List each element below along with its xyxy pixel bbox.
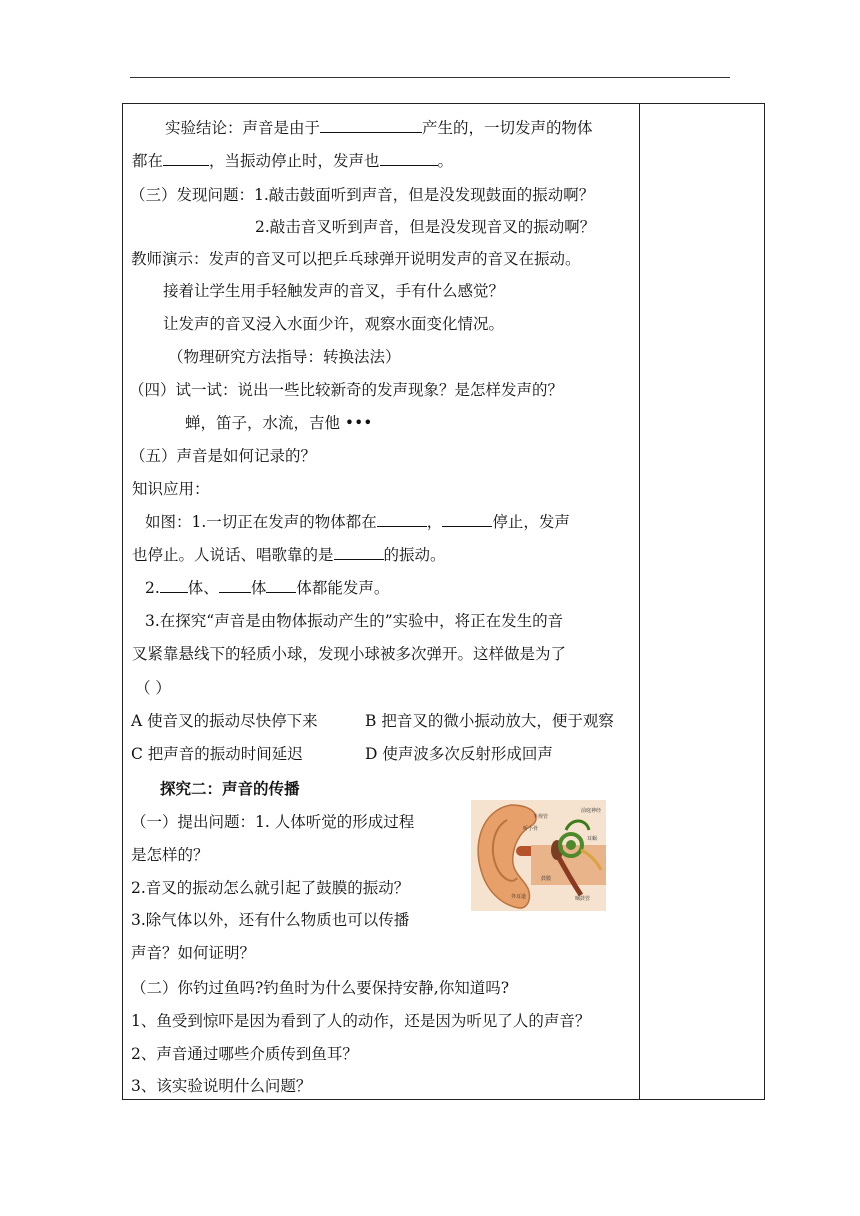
text-line-l19a xyxy=(131,711,318,731)
text-line-l8 xyxy=(168,347,401,367)
svg-text:鼓膜: 鼓膜 xyxy=(541,876,552,882)
ear-diagram-icon xyxy=(471,800,606,911)
text-line-l9 xyxy=(129,380,563,400)
text-segment: 停止，发声 xyxy=(492,513,570,531)
svg-text:半规管: 半规管 xyxy=(533,814,549,820)
text-segment: 蝉，笛子，水流，吉他 ••• xyxy=(185,414,373,432)
text-line-l26 xyxy=(131,943,255,963)
svg-text:外耳道: 外耳道 xyxy=(511,894,527,900)
text-line-l27 xyxy=(131,978,509,998)
fill-in-blank[interactable] xyxy=(380,151,438,166)
text-segment: （一）提出问题：1. 人体听觉的形成过程 xyxy=(131,813,415,831)
text-segment: 叉紧靠悬线下的轻质小球，发现小球被多次弹开。这样做是为了 xyxy=(132,645,567,663)
header-rule xyxy=(130,77,730,78)
text-segment: 实验结论：声音是由于 xyxy=(165,119,321,137)
text-segment: 产生的，一切发声的物体 xyxy=(422,119,593,137)
text-segment: D 使声波多次反射形成回声 xyxy=(365,745,553,763)
text-line-l13 xyxy=(145,512,570,532)
text-line-l21 xyxy=(160,779,300,799)
text-line-l16 xyxy=(145,611,563,631)
svg-text:咽鼓管: 咽鼓管 xyxy=(575,896,591,902)
main-cell xyxy=(123,104,639,1099)
text-line-l1 xyxy=(165,118,593,138)
text-segment: （ ） xyxy=(135,679,171,697)
text-segment: 2.音叉的振动怎么就引起了鼓膜的振动？ xyxy=(131,879,410,897)
text-line-l11 xyxy=(130,446,316,466)
text-line-l17 xyxy=(132,644,566,664)
text-segment: 体都能发声。 xyxy=(296,579,390,597)
text-segment: C 把声音的振动时间延迟 xyxy=(131,745,303,763)
text-line-l30 xyxy=(131,1076,311,1096)
fill-in-blank[interactable] xyxy=(163,151,209,166)
text-line-l2 xyxy=(132,151,453,171)
text-line-l10 xyxy=(185,413,372,433)
text-segment: （四）试一试：说出一些比较新奇的发声现象？是怎样发声的？ xyxy=(129,381,564,399)
text-line-l22 xyxy=(131,812,414,832)
text-line-l29 xyxy=(131,1044,358,1064)
text-segment: 让发声的音叉浸入水面少许，观察水面变化情况。 xyxy=(163,315,505,333)
text-segment: 1、鱼受到惊吓是因为看到了人的动作，还是因为听见了人的声音？ xyxy=(131,1012,591,1030)
fill-in-blank[interactable] xyxy=(219,578,251,593)
text-segment: （三）发现问题：1.敲击鼓面听到声音，但是没发现鼓面的振动啊？ xyxy=(130,186,595,204)
fill-in-blank[interactable] xyxy=(377,512,427,527)
text-line-l6 xyxy=(163,281,504,301)
text-segment: ， xyxy=(426,513,443,531)
text-segment: 教师演示：发声的音叉可以把乒乓球弹开说明发声的音叉在振动。 xyxy=(131,250,581,268)
text-segment: （二）你钓过鱼吗?钓鱼时为什么要保持安静,你知道吗? xyxy=(131,979,510,997)
text-line-l19b xyxy=(365,711,614,731)
text-segment: 如图：1.一切正在发声的物体都在 xyxy=(145,513,377,531)
text-segment: 3.在探究“声音是由物体振动产生的”实验中，将正在发生的音 xyxy=(145,612,564,630)
text-segment: 体 xyxy=(250,579,267,597)
fill-in-blank[interactable] xyxy=(320,118,422,133)
text-segment: 3.除气体以外，还有什么物质也可以传播 xyxy=(131,911,410,929)
column-divider xyxy=(639,104,640,1099)
text-segment: B 把音叉的微小振动放大，便于观察 xyxy=(365,712,614,730)
svg-text:前庭神经: 前庭神经 xyxy=(581,808,602,814)
lesson-table xyxy=(122,103,765,1100)
text-line-l15 xyxy=(145,578,389,598)
fill-in-blank[interactable] xyxy=(160,578,188,593)
text-segment: 2、声音通过哪些介质传到鱼耳？ xyxy=(131,1045,358,1063)
text-segment: 探究二：声音的传播 xyxy=(160,779,300,798)
ear-anatomy-illustration xyxy=(471,800,606,911)
text-segment: 2.敲击音叉听到声音，但是没发现音叉的振动啊？ xyxy=(255,218,596,236)
text-segment: 也停止。人说话、唱歌靠的是 xyxy=(132,546,334,564)
text-line-l7 xyxy=(163,314,504,334)
text-segment: ，当振动停止时，发声也 xyxy=(209,152,380,170)
text-segment: 3、该实验说明什么问题？ xyxy=(131,1077,312,1095)
text-line-l18 xyxy=(135,678,171,698)
text-segment: 是怎样的？ xyxy=(131,846,209,864)
text-segment: 都在 xyxy=(132,152,164,170)
text-line-l23 xyxy=(131,845,209,865)
text-segment: 。 xyxy=(437,152,454,170)
text-segment: 2. xyxy=(145,579,160,597)
fill-in-blank[interactable] xyxy=(334,545,384,560)
text-segment: 知识应用： xyxy=(132,480,210,498)
text-line-l25 xyxy=(131,910,409,930)
svg-text:耳蜗: 耳蜗 xyxy=(587,836,598,842)
text-line-l14 xyxy=(132,545,446,565)
text-line-l3 xyxy=(130,185,594,205)
text-line-l28 xyxy=(131,1011,590,1031)
fill-in-blank[interactable] xyxy=(266,578,296,593)
text-line-l12 xyxy=(132,479,210,499)
text-segment: （物理研究方法指导：转换法法） xyxy=(168,348,401,366)
text-line-l4 xyxy=(255,217,595,237)
text-segment: 的振动。 xyxy=(383,546,446,564)
text-segment: 声音？如何证明？ xyxy=(131,944,256,962)
text-segment: 接着让学生用手轻触发声的音叉，手有什么感觉？ xyxy=(163,282,505,300)
fill-in-blank[interactable] xyxy=(442,512,492,527)
text-segment: 体、 xyxy=(187,579,219,597)
text-line-l5 xyxy=(131,249,581,269)
text-segment: （五）声音是如何记录的？ xyxy=(130,447,317,465)
svg-text:听小骨: 听小骨 xyxy=(523,826,539,832)
text-segment: A 使音叉的振动尽快停下来 xyxy=(131,712,318,730)
text-line-l20b xyxy=(365,744,553,764)
text-line-l24 xyxy=(131,878,409,898)
text-line-l20a xyxy=(131,744,303,764)
